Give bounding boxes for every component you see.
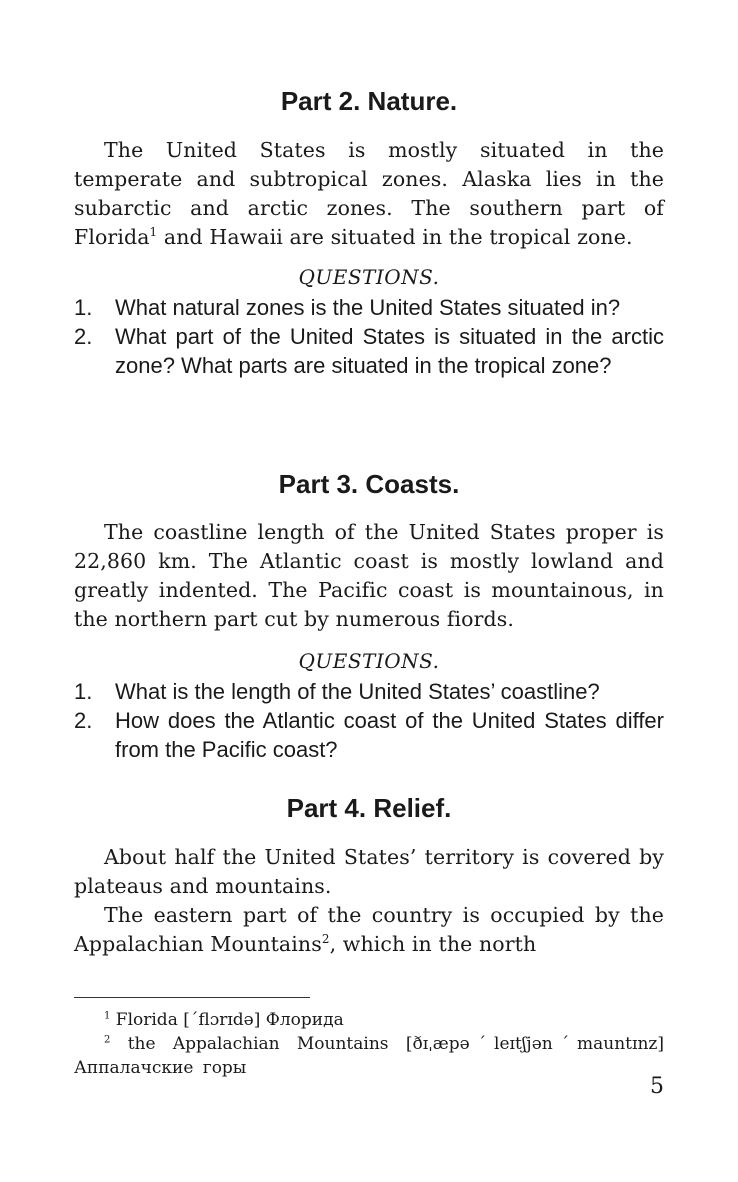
part3-questions-label: QUESTIONS.	[298, 649, 440, 673]
footnote-2-text: the Appalachian Mountains [ðɪˌæpəˊleɪtʃjənˊmauntɪnz] Аппалачские горы	[74, 1034, 664, 1078]
footnote-ref-1: 1	[149, 225, 158, 240]
part3-paragraph: The coastline length of the United States proper is 22,860 km. The Atlantic coast is mostly lowland and greatly indented. The Pacific coast is mountainous, in the northern part cut by numerous fiords.	[74, 520, 664, 631]
part4-paragraph-2	[74, 901, 664, 959]
question-number: 2.	[74, 708, 93, 733]
part2-paragraph	[74, 136, 664, 252]
footnote-2	[74, 1032, 664, 1080]
part4-paragraph-2-text-a: The eastern part of the country is occupied by the Appalachian Mountains	[74, 903, 664, 956]
book-page	[74, 0, 664, 1182]
footnote-1	[74, 1008, 664, 1032]
footnote-1-mark: 1	[104, 1010, 111, 1022]
question-number: 2.	[74, 324, 93, 349]
page-number: 5	[650, 1074, 664, 1099]
part2-paragraph-text-a: The United States is mostly situated in the temperate and subtropical zones. Alaska lies in the subarctic and arctic zones. The southern part of Florida	[74, 138, 664, 249]
footnote-2-mark: 2	[104, 1034, 111, 1046]
question-number: 1.	[74, 679, 93, 704]
part4-paragraph-1: About half the United States’ territory is covered by plateaus and mountains.	[74, 845, 664, 898]
part2-paragraph-text-b: and Hawaii are situated in the tropical zone.	[157, 225, 633, 249]
question-text: What part of the United States is situated in the arctic zone? What parts are situated in the tropical zone?	[115, 324, 664, 378]
footnote-1-text: Florida [ˊflɔrɪdə] Флорида	[110, 1010, 344, 1030]
part4-paragraph-2-text-b: , which in the north	[329, 932, 537, 956]
part3-heading: Part 3. Coasts.	[278, 469, 460, 499]
footnote-ref-2: 2	[321, 932, 330, 947]
question-text: What is the length of the United States’ coastline?	[115, 679, 600, 704]
question-text: What natural zones is the United States situated in?	[115, 295, 621, 320]
part3-question-list	[74, 677, 664, 764]
part2-questions-label: QUESTIONS.	[298, 265, 440, 289]
question-item	[74, 677, 664, 706]
part4-heading: Part 4. Relief.	[286, 793, 452, 823]
part2-question-list	[74, 293, 664, 380]
footnote-divider	[74, 997, 310, 998]
part2-heading: Part 2. Nature.	[280, 86, 458, 116]
question-item	[74, 293, 664, 322]
question-number: 1.	[74, 295, 93, 320]
question-text: How does the Atlantic coast of the United States differ from the Pacific coast?	[115, 708, 664, 762]
question-item	[74, 706, 664, 764]
question-item	[74, 322, 664, 380]
